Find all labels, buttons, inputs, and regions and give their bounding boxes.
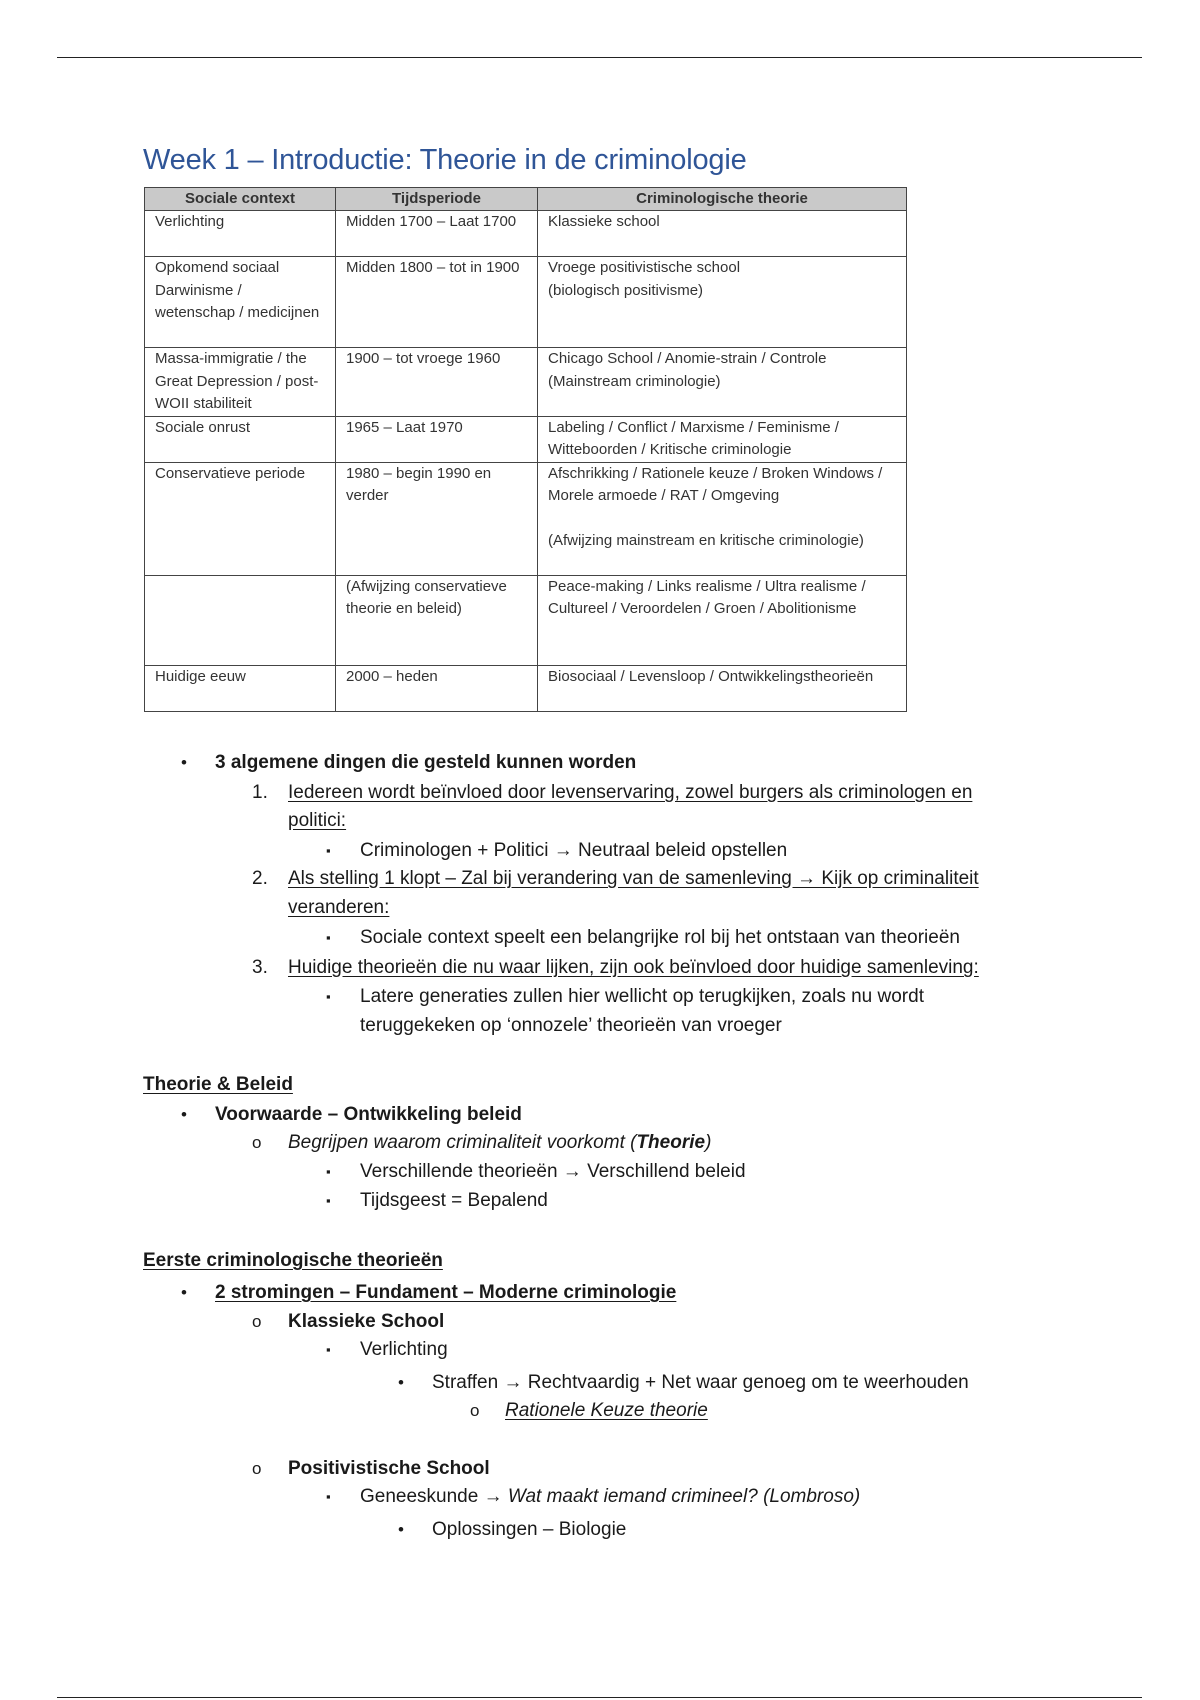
point-3-line-1: Huidige theorieën die nu waar lijken, zijn ook beïnvloed door huidige samenleving:: [288, 957, 979, 978]
point-1-line-1: Iedereen wordt beïnvloed door levenservaring, zowel burgers als criminologen en: [288, 782, 973, 803]
point-2-line-1: Als stelling 1 klopt – Zal bij verandering van de samenleving → Kijk op criminaliteit: [288, 868, 979, 889]
bullet-disc: •: [181, 753, 187, 772]
header-sociale-context: Sociale context: [145, 188, 336, 211]
begrijpen-line: [288, 1130, 711, 1156]
list-number: 1.: [252, 782, 268, 803]
bullet-circle: o: [470, 1401, 480, 1420]
header-rule: [57, 57, 1142, 58]
theory-note: (biologisch positivisme): [548, 281, 704, 299]
oplossingen-item: Oplossingen – Biologie: [432, 1519, 627, 1540]
table-row: [145, 211, 907, 257]
header-criminologische-theorie: Criminologische theorie: [538, 188, 907, 211]
close-paren: ): [705, 1132, 712, 1153]
footer-rule: [57, 1697, 1142, 1698]
straffen-item: Straffen → Rechtvaardig + Net waar genoeg om te weerhouden: [432, 1372, 969, 1393]
section-heading-theorie-beleid: Theorie & Beleid: [143, 1074, 293, 1095]
point-1-sub: Criminologen + Politici → Neutraal beleid opstellen: [360, 840, 788, 861]
point-3-sub-line-2: teruggekeken op ‘onnozele’ theorieën van vroeger: [360, 1015, 782, 1036]
cell-context: Opkomend sociaal Darwinisme / wetenschap / medicijnen: [145, 257, 336, 348]
cell-theory: Labeling / Conflict / Marxisme / Feminisme / Witteboorden / Kritische criminologie: [538, 416, 907, 462]
rationele-keuze-theorie: Rationele Keuze theorie: [505, 1400, 708, 1421]
bullet-circle: o: [252, 1459, 262, 1478]
bullet-square: ▪: [326, 1193, 331, 1208]
theory-note: (Mainstream criminologie): [548, 372, 721, 390]
bullet-square: ▪: [326, 1489, 331, 1504]
cell-period: Midden 1700 – Laat 1700: [336, 211, 538, 257]
bullet-square: ▪: [326, 989, 331, 1004]
cell-context: [145, 575, 336, 665]
cell-period: 1900 – tot vroege 1960: [336, 348, 538, 417]
geneeskunde-text: Geneeskunde →: [360, 1486, 508, 1507]
bullet-circle: o: [252, 1133, 262, 1152]
stromingen-bullet: 2 stromingen – Fundament – Moderne criminologie: [215, 1282, 677, 1303]
positivistische-school: Positivistische School: [288, 1458, 490, 1479]
lombroso-question: Wat maakt iemand crimineel? (Lombroso): [507, 1486, 861, 1507]
verlichting-item: Verlichting: [360, 1339, 448, 1360]
bullet-square: ▪: [326, 930, 331, 945]
table-header-row: [145, 188, 907, 211]
klassieke-school: Klassieke School: [288, 1311, 445, 1332]
cell-period: (Afwijzing conservatieve theorie en beleid): [336, 575, 538, 665]
cell-theory: [538, 348, 907, 417]
bullet-disc: •: [181, 1105, 187, 1124]
table-row: [145, 257, 907, 348]
table-row: [145, 416, 907, 462]
bullet-disc: •: [398, 1373, 404, 1392]
bullet-square: ▪: [326, 1164, 331, 1179]
cell-theory: [538, 462, 907, 575]
cell-period: 1980 – begin 1990 en verder: [336, 462, 538, 575]
page-title: Week 1 – Introductie: Theorie in de criminologie: [143, 144, 747, 176]
cell-context: Massa-immigratie / the Great Depression / post-WOII stabiliteit: [145, 348, 336, 417]
theory-note: (Afwijzing mainstream en kritische criminologie): [548, 531, 864, 549]
list-number: 2.: [252, 868, 268, 889]
points-heading: 3 algemene dingen die gesteld kunnen worden: [215, 752, 637, 773]
point-3-sub-line-1: Latere generaties zullen hier wellicht op terugkijken, zoals nu wordt: [360, 986, 924, 1007]
theory-table: [144, 187, 907, 712]
cell-context: Huidige eeuw: [145, 665, 336, 711]
point-2-sub: Sociale context speelt een belangrijke rol bij het ontstaan van theorieën: [360, 927, 960, 948]
table-row: [145, 665, 907, 711]
theorie-emphasis: Theorie: [636, 1132, 706, 1153]
begrijpen-text: Begrijpen waarom criminaliteit voorkomt (: [288, 1132, 637, 1153]
cell-period: Midden 1800 – tot in 1900: [336, 257, 538, 348]
cell-theory: Biosociaal / Levensloop / Ontwikkelingstheorieën: [538, 665, 907, 711]
theory-text: Afschrikking / Rationele keuze / Broken Windows / Morele armoede / RAT / Omgeving: [548, 464, 883, 504]
point-2-line-2: veranderen:: [288, 897, 390, 918]
beleid-item: Tijdsgeest = Bepalend: [360, 1190, 548, 1211]
table-row: [145, 348, 907, 417]
bullet-disc: •: [398, 1520, 404, 1539]
list-number: 3.: [252, 957, 268, 978]
geneeskunde-line: [360, 1484, 860, 1510]
theory-text: Vroege positivistische school: [548, 259, 741, 276]
bullet-circle: o: [252, 1312, 262, 1331]
cell-period: 2000 – heden: [336, 665, 538, 711]
cell-period: 1965 – Laat 1970: [336, 416, 538, 462]
cell-theory: Klassieke school: [538, 211, 907, 257]
cell-theory: Peace-making / Links realisme / Ultra realisme / Cultureel / Veroordelen / Groen / Abolitionisme: [538, 575, 907, 665]
table-row: [145, 575, 907, 665]
cell-context: Sociale onrust: [145, 416, 336, 462]
theory-text: Chicago School / Anomie-strain / Controle: [548, 350, 827, 367]
voorwaarde-bullet: Voorwaarde – Ontwikkeling beleid: [215, 1104, 522, 1125]
header-tijdsperiode: Tijdsperiode: [336, 188, 538, 211]
table-row: [145, 462, 907, 575]
section-heading-eerste-theorieen: Eerste criminologische theorieën: [143, 1250, 443, 1271]
spacer: [548, 508, 896, 530]
bullet-square: ▪: [326, 843, 331, 858]
beleid-item: Verschillende theorieën → Verschillend beleid: [360, 1161, 746, 1182]
point-1-line-2: politici:: [288, 810, 347, 831]
cell-context: Conservatieve periode: [145, 462, 336, 575]
bullet-disc: •: [181, 1283, 187, 1302]
bullet-square: ▪: [326, 1342, 331, 1357]
cell-theory: [538, 257, 907, 348]
cell-context: Verlichting: [145, 211, 336, 257]
